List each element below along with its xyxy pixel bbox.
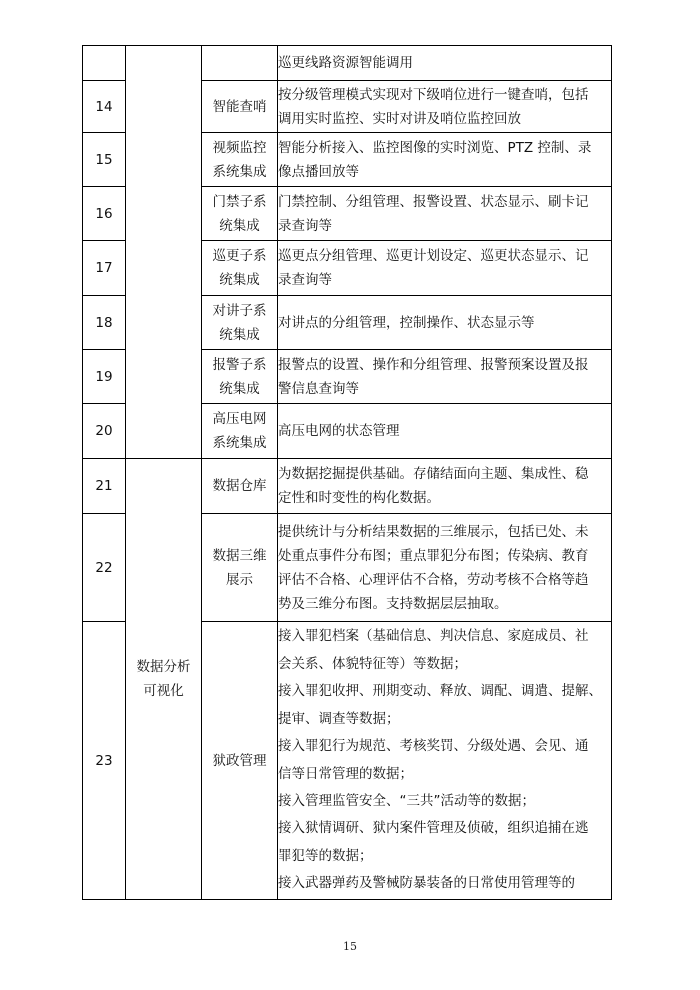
description: 巡更点分组管理、巡更计划设定、巡更状态显示、记 录查询等 [278,241,612,296]
description: 接入罪犯档案（基础信息、判决信息、家庭成员、社 会关系、体貌特征等）等数据； 接入罪犯收押、刑期变动、释放、调配、调遣、提解、 提审、调查等数据； 接入罪犯行为规范、考核奖罚、分级处遇、会见、通 信等日常管理的数据； 接入管理监管安全、“三共”活动等的数据； 接入狱情调研、狱内案件管理及侦破，组织追捕在逃 罪犯等的数据； 接入武器弹药及警械防暴装备的日常使用管理等的 [278,622,612,900]
table-row [83,459,612,514]
module-name: 数据三维 展示 [202,514,278,622]
module-name: 智能查哨 [202,81,278,133]
module-name: 高压电网 系统集成 [202,404,278,459]
module-name: 狱政管理 [202,622,278,900]
module-name: 对讲子系 统集成 [202,296,278,350]
description: 智能分析接入、监控图像的实时浏览、PTZ 控制、录 像点播回放等 [278,133,612,187]
row-number: 16 [83,187,126,241]
row-number: 20 [83,404,126,459]
spec-table [82,45,612,900]
description: 高压电网的状态管理 [278,404,612,459]
row-number: 17 [83,241,126,296]
category-cell [126,46,202,459]
row-number [83,46,126,81]
module-name: 巡更子系 统集成 [202,241,278,296]
row-number: 21 [83,459,126,514]
row-number: 18 [83,296,126,350]
row-number: 14 [83,81,126,133]
module-name: 数据仓库 [202,459,278,514]
description: 为数据挖掘提供基础。存储结面向主题、集成性、稳 定性和时变性的构化数据。 [278,459,612,514]
row-number: 19 [83,350,126,404]
description: 门禁控制、分组管理、报警设置、状态显示、刷卡记 录查询等 [278,187,612,241]
description: 对讲点的分组管理，控制操作、状态显示等 [278,296,612,350]
description: 提供统计与分析结果数据的三维展示，包括已处、未 处重点事件分布图；重点罪犯分布图；传染病、教育 评估不合格、心理评估不合格，劳动考核不合格等趋 势及三维分布图。支持数据层层抽取。 [278,514,612,622]
module-name: 门禁子系 统集成 [202,187,278,241]
description: 巡更线路资源智能调用 [278,46,612,81]
module-name [202,46,278,81]
page-number: 15 [343,940,357,953]
module-name: 视频监控 系统集成 [202,133,278,187]
description: 按分级管理模式实现对下级哨位进行一键查哨，包括 调用实时监控、实时对讲及哨位监控回放 [278,81,612,133]
row-number: 23 [83,622,126,900]
category-cell: 数据分析 可视化 [126,459,202,900]
row-number: 15 [83,133,126,187]
table-row [83,46,612,81]
module-name: 报警子系 统集成 [202,350,278,404]
description: 报警点的设置、操作和分组管理、报警预案设置及报 警信息查询等 [278,350,612,404]
row-number: 22 [83,514,126,622]
